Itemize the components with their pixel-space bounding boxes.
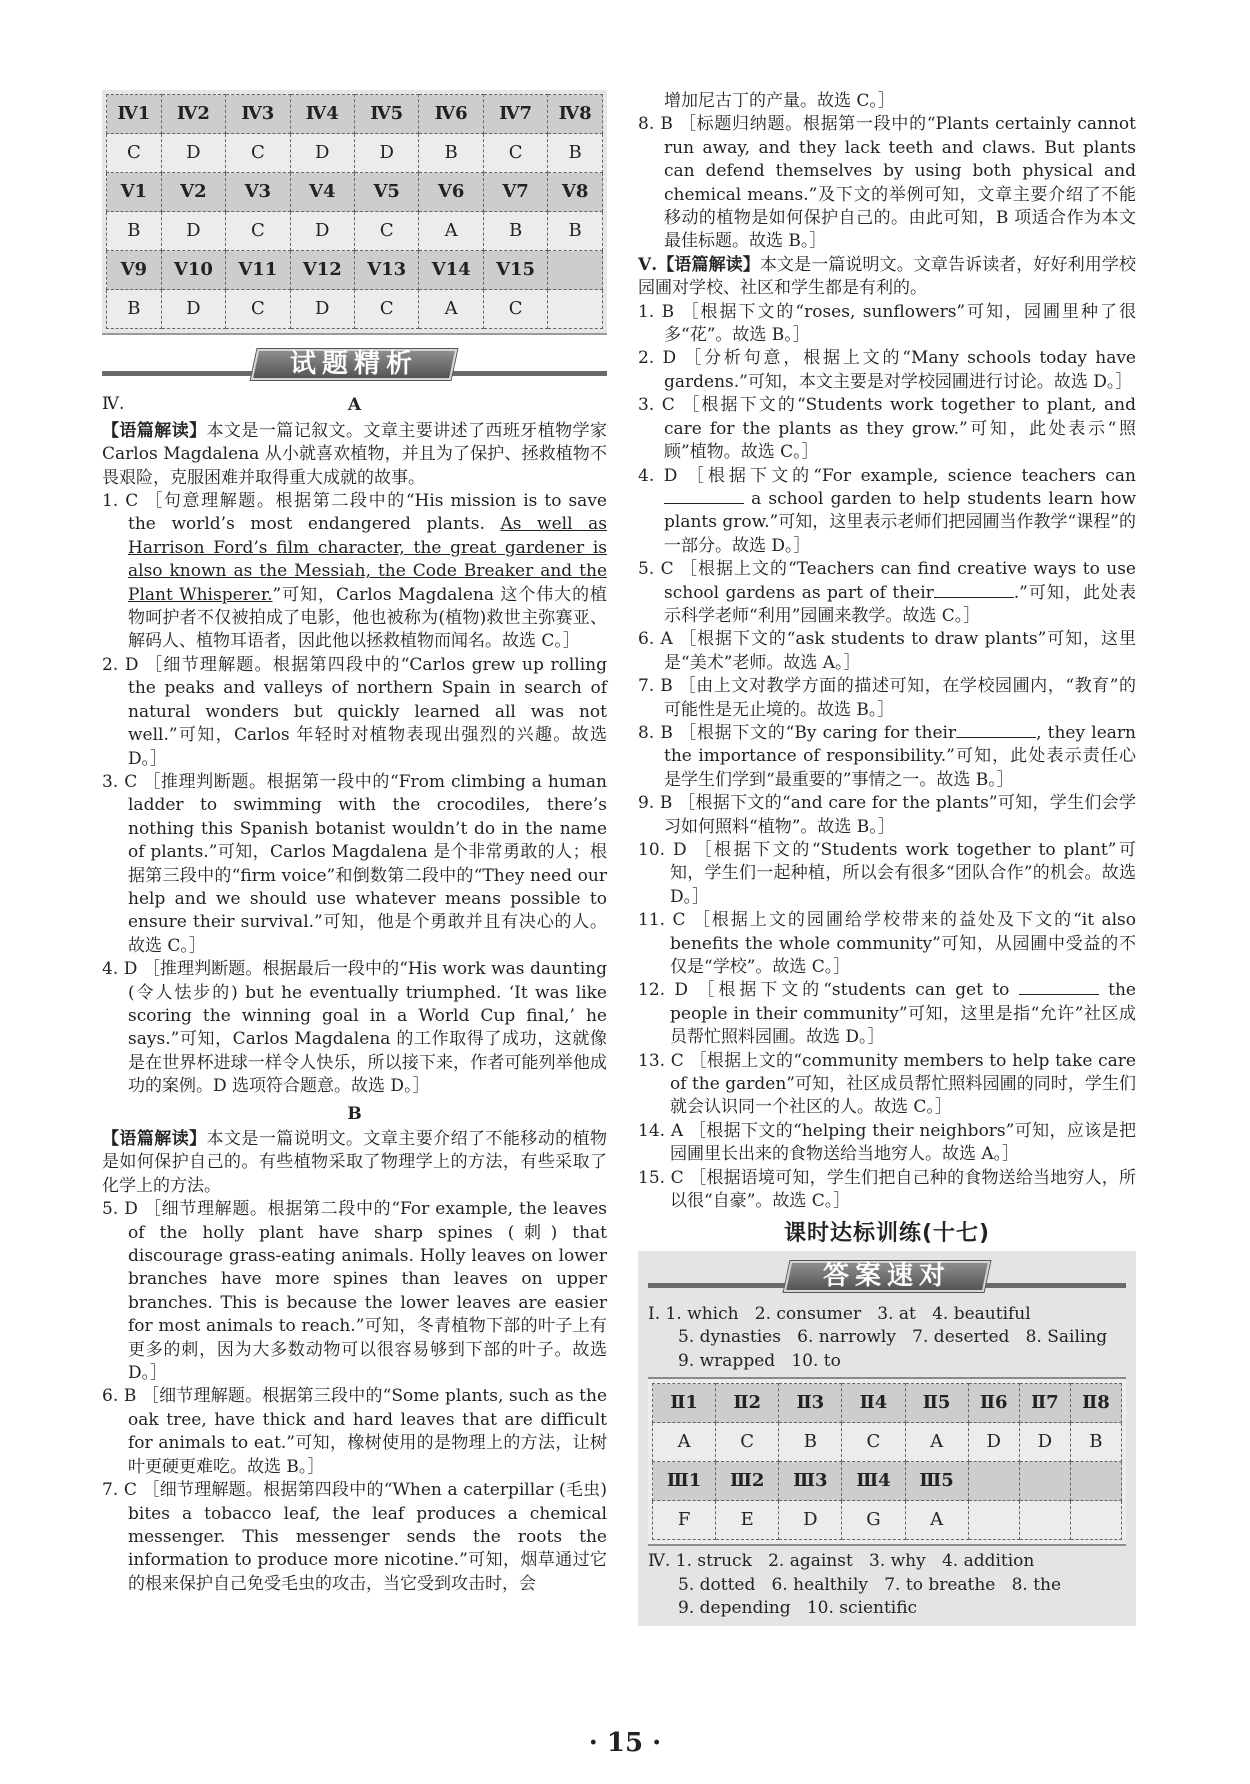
question-number-cell: Ⅲ1 — [653, 1462, 716, 1501]
answer-cell: D — [968, 1423, 1019, 1462]
explanation-v3: 3. C ［根据下文的“Students work together to plant, and care for the plants as they grow.”可知，此处表示“照顾”植物。故选 C。］ — [638, 395, 1136, 463]
question-number-cell: Ⅴ2 — [161, 173, 225, 212]
question-number-cell: Ⅱ3 — [779, 1384, 842, 1423]
question-number-cell: Ⅱ1 — [653, 1384, 716, 1423]
question-number-cell: Ⅱ6 — [968, 1384, 1019, 1423]
answer-cell: D — [779, 1501, 842, 1540]
answer-grid-top — [102, 90, 607, 335]
answer-cell: A — [419, 290, 483, 329]
explanation-q7: 7. C ［细节理解题。根据第四段中的“When a caterpillar (毛虫) bites a tobacco leaf, the leaf produces a chemical messenger. This messenger sends the roots the information to produce more nicotine.”可知，烟草通过它的根来保护自己免受毛虫的攻击，当它受到攻击时，会 — [102, 1480, 607, 1594]
sub-heading-a: A — [347, 395, 362, 416]
question-number-cell — [1019, 1462, 1070, 1501]
question-number-cell: Ⅴ13 — [354, 251, 418, 290]
blank-line — [1019, 980, 1099, 995]
question-number-cell: Ⅳ1 — [107, 95, 162, 134]
question-number-cell: Ⅱ8 — [1070, 1384, 1121, 1423]
question-number-cell: Ⅳ7 — [483, 95, 547, 134]
question-number-cell: Ⅳ5 — [354, 95, 418, 134]
answer-cell: B — [779, 1423, 842, 1462]
sub-heading-b: B — [347, 1103, 362, 1124]
table-row — [107, 251, 603, 290]
question-number-cell: Ⅳ3 — [226, 95, 290, 134]
answer-cell: D — [354, 134, 418, 173]
answer-table-2 — [652, 1383, 1122, 1540]
explanation-v8: 8. B ［根据下文的“By caring for their , they learn the importance of responsibility.”可知，此处表示责任心是学生们学到“最重要的”事情之一。故选 B。］ — [638, 722, 1136, 790]
answer-cell: D — [290, 290, 354, 329]
answer-cell: C — [716, 1423, 779, 1462]
reading-summary-a: 【语篇解读】本文是一篇记叙文。文章主要讲述了西班牙植物学家 Carlos Magdalena 从小就喜欢植物，并且为了保护、拯救植物不畏艰险，克服困难并取得重大成就的故事。 — [102, 420, 608, 488]
question-number-cell — [1070, 1462, 1121, 1501]
question-number-cell: Ⅳ2 — [161, 95, 225, 134]
question-number-cell: Ⅴ1 — [107, 173, 162, 212]
section-banner-answers — [648, 1257, 1126, 1297]
blank-line — [956, 723, 1036, 738]
reading-summary-b: 【语篇解读】本文是一篇说明文。文章主要介绍了不能移动的植物是如何保护自己的。有些植物采取了物理学上的方法，有些采取了化学上的方法。 — [102, 1129, 608, 1196]
section-banner — [102, 345, 607, 385]
answers-iv-line2: 5. dotted 6. healthily 7. to breathe 8. the — [678, 1574, 1062, 1595]
question-number-cell: Ⅴ12 — [290, 251, 354, 290]
table-row — [107, 134, 603, 173]
answer-cell: B — [483, 212, 547, 251]
table-row — [653, 1384, 1122, 1423]
answers-i-line3: 9. wrapped 10. to — [678, 1350, 841, 1371]
answer-cell: D — [290, 212, 354, 251]
reading-summary-v: Ⅴ.【语篇解读】本文是一篇说明文。文章告诉读者，好好利用学校园圃对学校、社区和学生都是有利的。 — [638, 254, 1136, 299]
answer-cell: C — [354, 290, 418, 329]
explanation-q6: 6. B ［细节理解题。根据第三段中的“Some plants, such as the oak tree, have thick and hard leaves that are difficult for animals to eat.”可知，橡树使用的是物理上的方法，让树叶更硬更难吃。故选 B。］ — [102, 1386, 607, 1477]
question-number-cell: Ⅳ4 — [290, 95, 354, 134]
explanation-v2: 2. D ［分析句意，根据上文的“Many schools today have gardens.”可知，本文主要是对学校园圃进行讨论。故选 D。］ — [638, 348, 1136, 392]
answer-cell: C — [107, 134, 162, 173]
answer-cell: B — [548, 134, 603, 173]
question-number-cell: Ⅴ5 — [354, 173, 418, 212]
question-number-cell: Ⅱ4 — [842, 1384, 905, 1423]
explanation-q7-continued: 增加尼古丁的产量。故选 C。］ — [664, 91, 895, 111]
answers-iv-line1: Ⅳ. 1. struck 2. against 3. why 4. addition — [648, 1551, 1035, 1572]
blank-line — [664, 489, 744, 504]
explanation-v10: 10. D ［根据下文的“Students work together to plant”可知，学生们一起种植，所以会有很多“团队合作”的机会。故选 D。］ — [638, 840, 1136, 907]
question-number-cell: Ⅲ3 — [779, 1462, 842, 1501]
explanation-q3: 3. C ［推理判断题。根据第一段中的“From climbing a human ladder to swimming with the crocodiles, there’s nothing this Spanish botanist wouldn’t do in the name of plants.”可知，Carlos Magdalena 是个非常勇敢的人；根据第三段中的“firm voice”和倒数第二段中的“They need our help and we should use whatever means possible to ensure their survival.”可知，他是个勇敢并且有决心的人。故选 C。］ — [102, 771, 607, 956]
answer-cell: C — [354, 212, 418, 251]
answer-cell: A — [419, 212, 483, 251]
section-heading: Ⅳ. — [102, 394, 125, 414]
answer-cell: B — [419, 134, 483, 173]
explanation-v12: 12. D ［根据下文的“students can get to the people in their community”可知，这里是指“允许”社区成员帮忙照料园圃。故选 D。］ — [638, 980, 1136, 1048]
table-row — [107, 173, 603, 212]
answer-cell: B — [548, 212, 603, 251]
explanation-q4: 4. D ［推理判断题。根据最后一段中的“His work was daunting (令人怯步的) but he eventually triumphed. ‘It was like scoring the winning goal in a World Cup final,’ he says.”可知，Carlos Magdalena 的工作取得了成功，这就像是在世界杯进球一样令人快乐，所以接下来，作者可能列举他成功的案例。D 选项符合题意。故选 D。］ — [102, 959, 607, 1097]
answer-cell: D — [161, 134, 225, 173]
explanation-v14: 14. A ［根据下文的“helping their neighbors”可知，应该是把园圃里长出来的食物送给当地穷人。故选 A。］ — [638, 1120, 1136, 1165]
answer-cell: F — [653, 1501, 716, 1540]
answer-cell — [1070, 1501, 1121, 1540]
answer-cell: C — [483, 134, 547, 173]
answers-i-line1: Ⅰ. 1. which 2. consumer 3. at 4. beautiful — [648, 1303, 1031, 1324]
answer-cell: D — [1019, 1423, 1070, 1462]
question-number-cell: Ⅴ9 — [107, 251, 162, 290]
blank-line — [934, 583, 1014, 598]
answer-cell: A — [653, 1423, 716, 1462]
question-number-cell: Ⅴ10 — [161, 251, 225, 290]
question-number-cell: Ⅳ6 — [419, 95, 483, 134]
explanation-q1: 1. C ［句意理解题。根据第二段中的“His mission is to save the world’s most endangered plants. As well as Harrison Ford’s film character, the great gardener is also known as the Messiah, the Code Breaker and the Plant Whisperer.”可知，Carlos Magdalena 这个伟大的植物呵护者不仅被拍成了电影，他也被称为(植物)救世主弥赛亚、解码人、植物耳语者，因此他以拯救植物而闻名。故选 C。］ — [102, 491, 608, 652]
answer-cell — [1019, 1501, 1070, 1540]
question-number-cell: Ⅴ11 — [226, 251, 290, 290]
answer-cell: D — [290, 134, 354, 173]
answer-cell: C — [842, 1423, 905, 1462]
explanation-v9: 9. B ［根据下文的“and care for the plants”可知，学生们会学习如何照料“植物”。故选 B。］ — [638, 793, 1136, 837]
question-number-cell: Ⅲ2 — [716, 1462, 779, 1501]
page-number: · 15 · — [588, 1728, 662, 1758]
explanation-q2: 2. D ［细节理解题。根据第四段中的“Carlos grew up rolling the peaks and valleys of northern Spain in search of natural wonders but quickly learned all was not well.”可知，Carlos 年轻时对植物表现出强烈的兴趣。故选 D。］ — [102, 654, 607, 769]
answer-grid-bottom — [648, 1377, 1126, 1546]
question-number-cell — [548, 251, 603, 290]
explanation-q8: 8. B ［标题归纳题。根据第一段中的“Plants certainly cannot run away, and they lack teeth and claws. But plants can defend themselves by using both physical and chemical means.”及下文的举例可知，文章主要介绍了不能移动的植物是如何保护自己的。由此可知，B 项适合作为本文最佳标题。故选 B。］ — [638, 114, 1136, 252]
explanation-v13: 13. C ［根据上文的“community members to help take care of the garden”可知，社区成员帮忙照料园圃的同时，学生们就会认识同一个社区的人。故选 C。］ — [638, 1050, 1136, 1118]
question-number-cell: Ⅲ4 — [842, 1462, 905, 1501]
answer-cell: B — [1070, 1423, 1121, 1462]
table-row — [653, 1462, 1122, 1501]
explanation-q5: 5. D ［细节理解题。根据第二段中的“For example, the leaves of the holly plant have sharp spines (刺) that discourage grass-eating animals. Holly leaves on lower branches have more spines than leaves on upper branches. This is because the lower leaves are easier for most animals to reach.”可知，冬青植物下部的叶子上有更多的刺，因为大多数动物可以很容易够到下部的叶子。故选 D。］ — [102, 1199, 607, 1384]
answer-cell: D — [161, 290, 225, 329]
explanation-v1: 1. B ［根据下文的“roses, sunflowers”可知，园圃里种了很多“花”。故选 B。］ — [638, 301, 1136, 346]
banner-title: 试题精析 — [290, 349, 419, 380]
explanation-v5: 5. C ［根据上文的“Teachers can find creative ways to use school gardens as part of their .”可知，此处表示科学老师“利用”园圃来教学。故选 C。］ — [638, 559, 1136, 626]
lesson-title: 课时达标训练(十七) — [783, 1220, 991, 1246]
question-number-cell: Ⅴ15 — [483, 251, 547, 290]
answer-cell: G — [842, 1501, 905, 1540]
table-row — [653, 1423, 1122, 1462]
answer-cell: C — [226, 134, 290, 173]
explanation-v4: 4. D ［根据下文的“For example, science teachers can a school garden to help students learn how plants grow.”可知，这里表示老师们把园圃当作教学“课程”的一部分。故选 D。］ — [638, 465, 1136, 556]
answer-cell: D — [161, 212, 225, 251]
answer-cell: E — [716, 1501, 779, 1540]
right-column — [638, 90, 1136, 1626]
table-row — [107, 212, 603, 251]
explanation-v6: 6. A ［根据下文的“ask students to draw plants”可知，这里是“美术”老师。故选 A。］ — [638, 629, 1136, 673]
explanation-v11: 11. C ［根据上文的园圃给学校带来的益处及下文的“it also benefits the whole community”可知，从园圃中受益的不仅是“学校”。故选 C。］ — [638, 910, 1136, 978]
question-number-cell: Ⅴ14 — [419, 251, 483, 290]
question-number-cell: Ⅳ8 — [548, 95, 603, 134]
answer-cell: C — [226, 290, 290, 329]
table-row — [653, 1501, 1122, 1540]
question-number-cell: Ⅴ3 — [226, 173, 290, 212]
answer-cell: C — [226, 212, 290, 251]
left-column — [102, 90, 607, 1596]
table-row — [107, 290, 603, 329]
quick-answers-box — [638, 1251, 1136, 1626]
answer-cell: C — [483, 290, 547, 329]
answer-cell: B — [107, 290, 162, 329]
answer-cell: A — [905, 1501, 968, 1540]
question-number-cell: Ⅱ7 — [1019, 1384, 1070, 1423]
question-number-cell: Ⅴ7 — [483, 173, 547, 212]
answers-i-line2: 5. dynasties 6. narrowly 7. deserted 8. Sailing — [678, 1327, 1108, 1348]
explanation-v15: 15. C ［根据语境可知，学生们把自己种的食物送给当地穷人，所以很“自豪”。故选 C。］ — [638, 1167, 1136, 1212]
question-number-cell: Ⅱ2 — [716, 1384, 779, 1423]
question-number-cell: Ⅴ6 — [419, 173, 483, 212]
banner-title-answers: 答案速对 — [822, 1261, 951, 1292]
answer-cell: B — [107, 212, 162, 251]
explanation-v7: 7. B ［由上文对教学方面的描述可知，在学校园圃内，“教育”的可能性是无止境的。故选 B。］ — [638, 676, 1136, 720]
question-number-cell — [968, 1462, 1019, 1501]
question-number-cell: Ⅴ4 — [290, 173, 354, 212]
question-number-cell: Ⅴ8 — [548, 173, 603, 212]
answer-cell: A — [905, 1423, 968, 1462]
answers-iv-line3: 9. depending 10. scientific — [678, 1597, 918, 1618]
question-number-cell: Ⅱ5 — [905, 1384, 968, 1423]
answer-cell — [968, 1501, 1019, 1540]
answer-cell — [548, 290, 603, 329]
table-row — [107, 95, 603, 134]
answer-table — [106, 94, 603, 329]
question-number-cell: Ⅲ5 — [905, 1462, 968, 1501]
